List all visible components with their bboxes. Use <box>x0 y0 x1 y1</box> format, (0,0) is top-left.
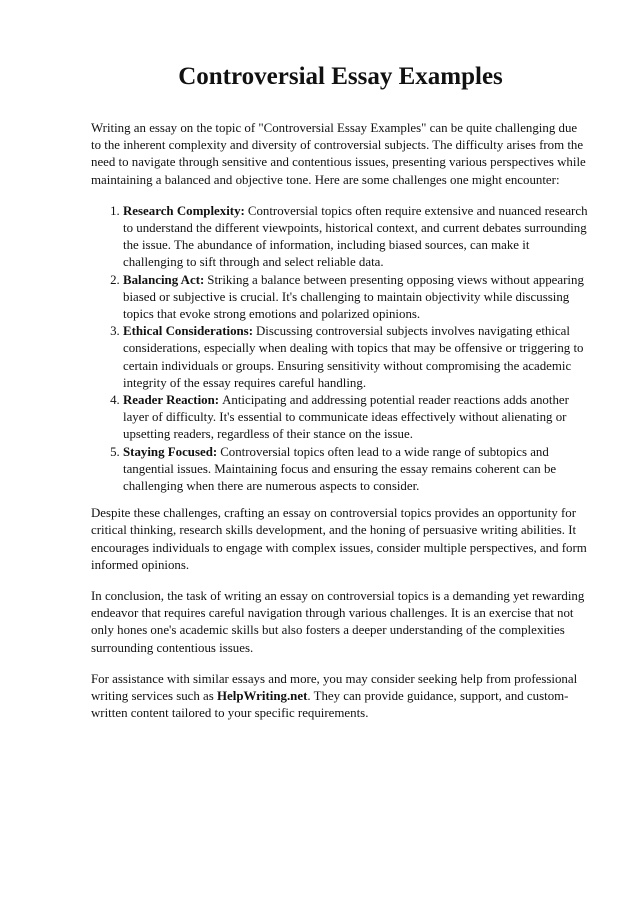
challenge-text: Discussing controversial subjects involves navigating ethical considerations, especially when dealing with topics that may be offensive or triggering to certain individuals or groups. Ensuring sensitivity without compromising the academic integrity of the essay requires careful handling. <box>123 324 584 390</box>
brand-name: HelpWriting.net <box>217 689 308 704</box>
challenge-term: Research Complexity: <box>123 203 245 218</box>
challenge-term: Reader Reaction: <box>123 393 220 408</box>
challenge-term: Balancing Act: <box>123 272 205 287</box>
challenge-term: Ethical Considerations: <box>123 324 253 339</box>
list-item <box>123 272 590 324</box>
list-item <box>123 323 590 392</box>
challenge-term: Staying Focused: <box>123 444 218 459</box>
closing-text-before: For assistance with similar essays and more, you may consider seeking help from professional writing services such as <box>91 671 578 704</box>
closing-paragraph <box>91 671 590 723</box>
document-title: Controversial Essay Examples <box>178 63 503 90</box>
challenge-text: Anticipating and addressing potential reader reactions adds another layer of difficulty. It's essential to communicate ideas effectively without alienating or upsetting readers, regardless of their stance on the issue. <box>123 393 569 442</box>
list-item <box>123 392 590 444</box>
list-item <box>123 444 590 496</box>
challenges-list <box>91 203 590 495</box>
challenge-text: Controversial topics often require extensive and nuanced research to understand the different viewpoints, historical context, and current debates surrounding the issue. The abundance of information, including biased sources, can make it challenging to sift through and select reliable data. <box>123 203 588 270</box>
list-item <box>123 203 590 272</box>
closing-text-after: . They can provide guidance, support, and custom-written content tailored to your specific requirements. <box>91 689 569 721</box>
body-paragraph-conclusion: In conclusion, the task of writing an essay on controversial topics is a demanding yet rewarding endeavor that requires careful navigation through various challenges. It is an exercise that not only hones one's academic skills but also fosters a deeper understanding of the complexities surrounding contentious issues. <box>91 589 585 655</box>
body-paragraph-challenges: Despite these challenges, crafting an essay on controversial topics provides an opportunity for critical thinking, research skills development, and the honing of persuasive writing abilities. It encourages individuals to engage with complex issues, consider multiple perspectives, and form informed opinions. <box>91 506 587 572</box>
intro-paragraph: Writing an essay on the topic of "Controversial Essay Examples" can be quite challenging due to the inherent complexity and diversity of controversial subjects. The difficulty arises from the need to navigate through sensitive and contentious issues, presenting various perspectives while maintaining a balanced and objective tone. Here are some challenges one might encounter: <box>91 121 586 187</box>
challenge-text: Striking a balance between presenting opposing views without appearing biased or subjective is crucial. It's challenging to maintain objectivity while discussing topics that evoke strong emotions and polarized opinions. <box>123 272 584 322</box>
challenge-text: Controversial topics often lead to a wide range of subtopics and tangential issues. Maintaining focus and ensuring the essay remains coherent can be challenging when there are numerous aspects to consider. <box>123 444 557 494</box>
